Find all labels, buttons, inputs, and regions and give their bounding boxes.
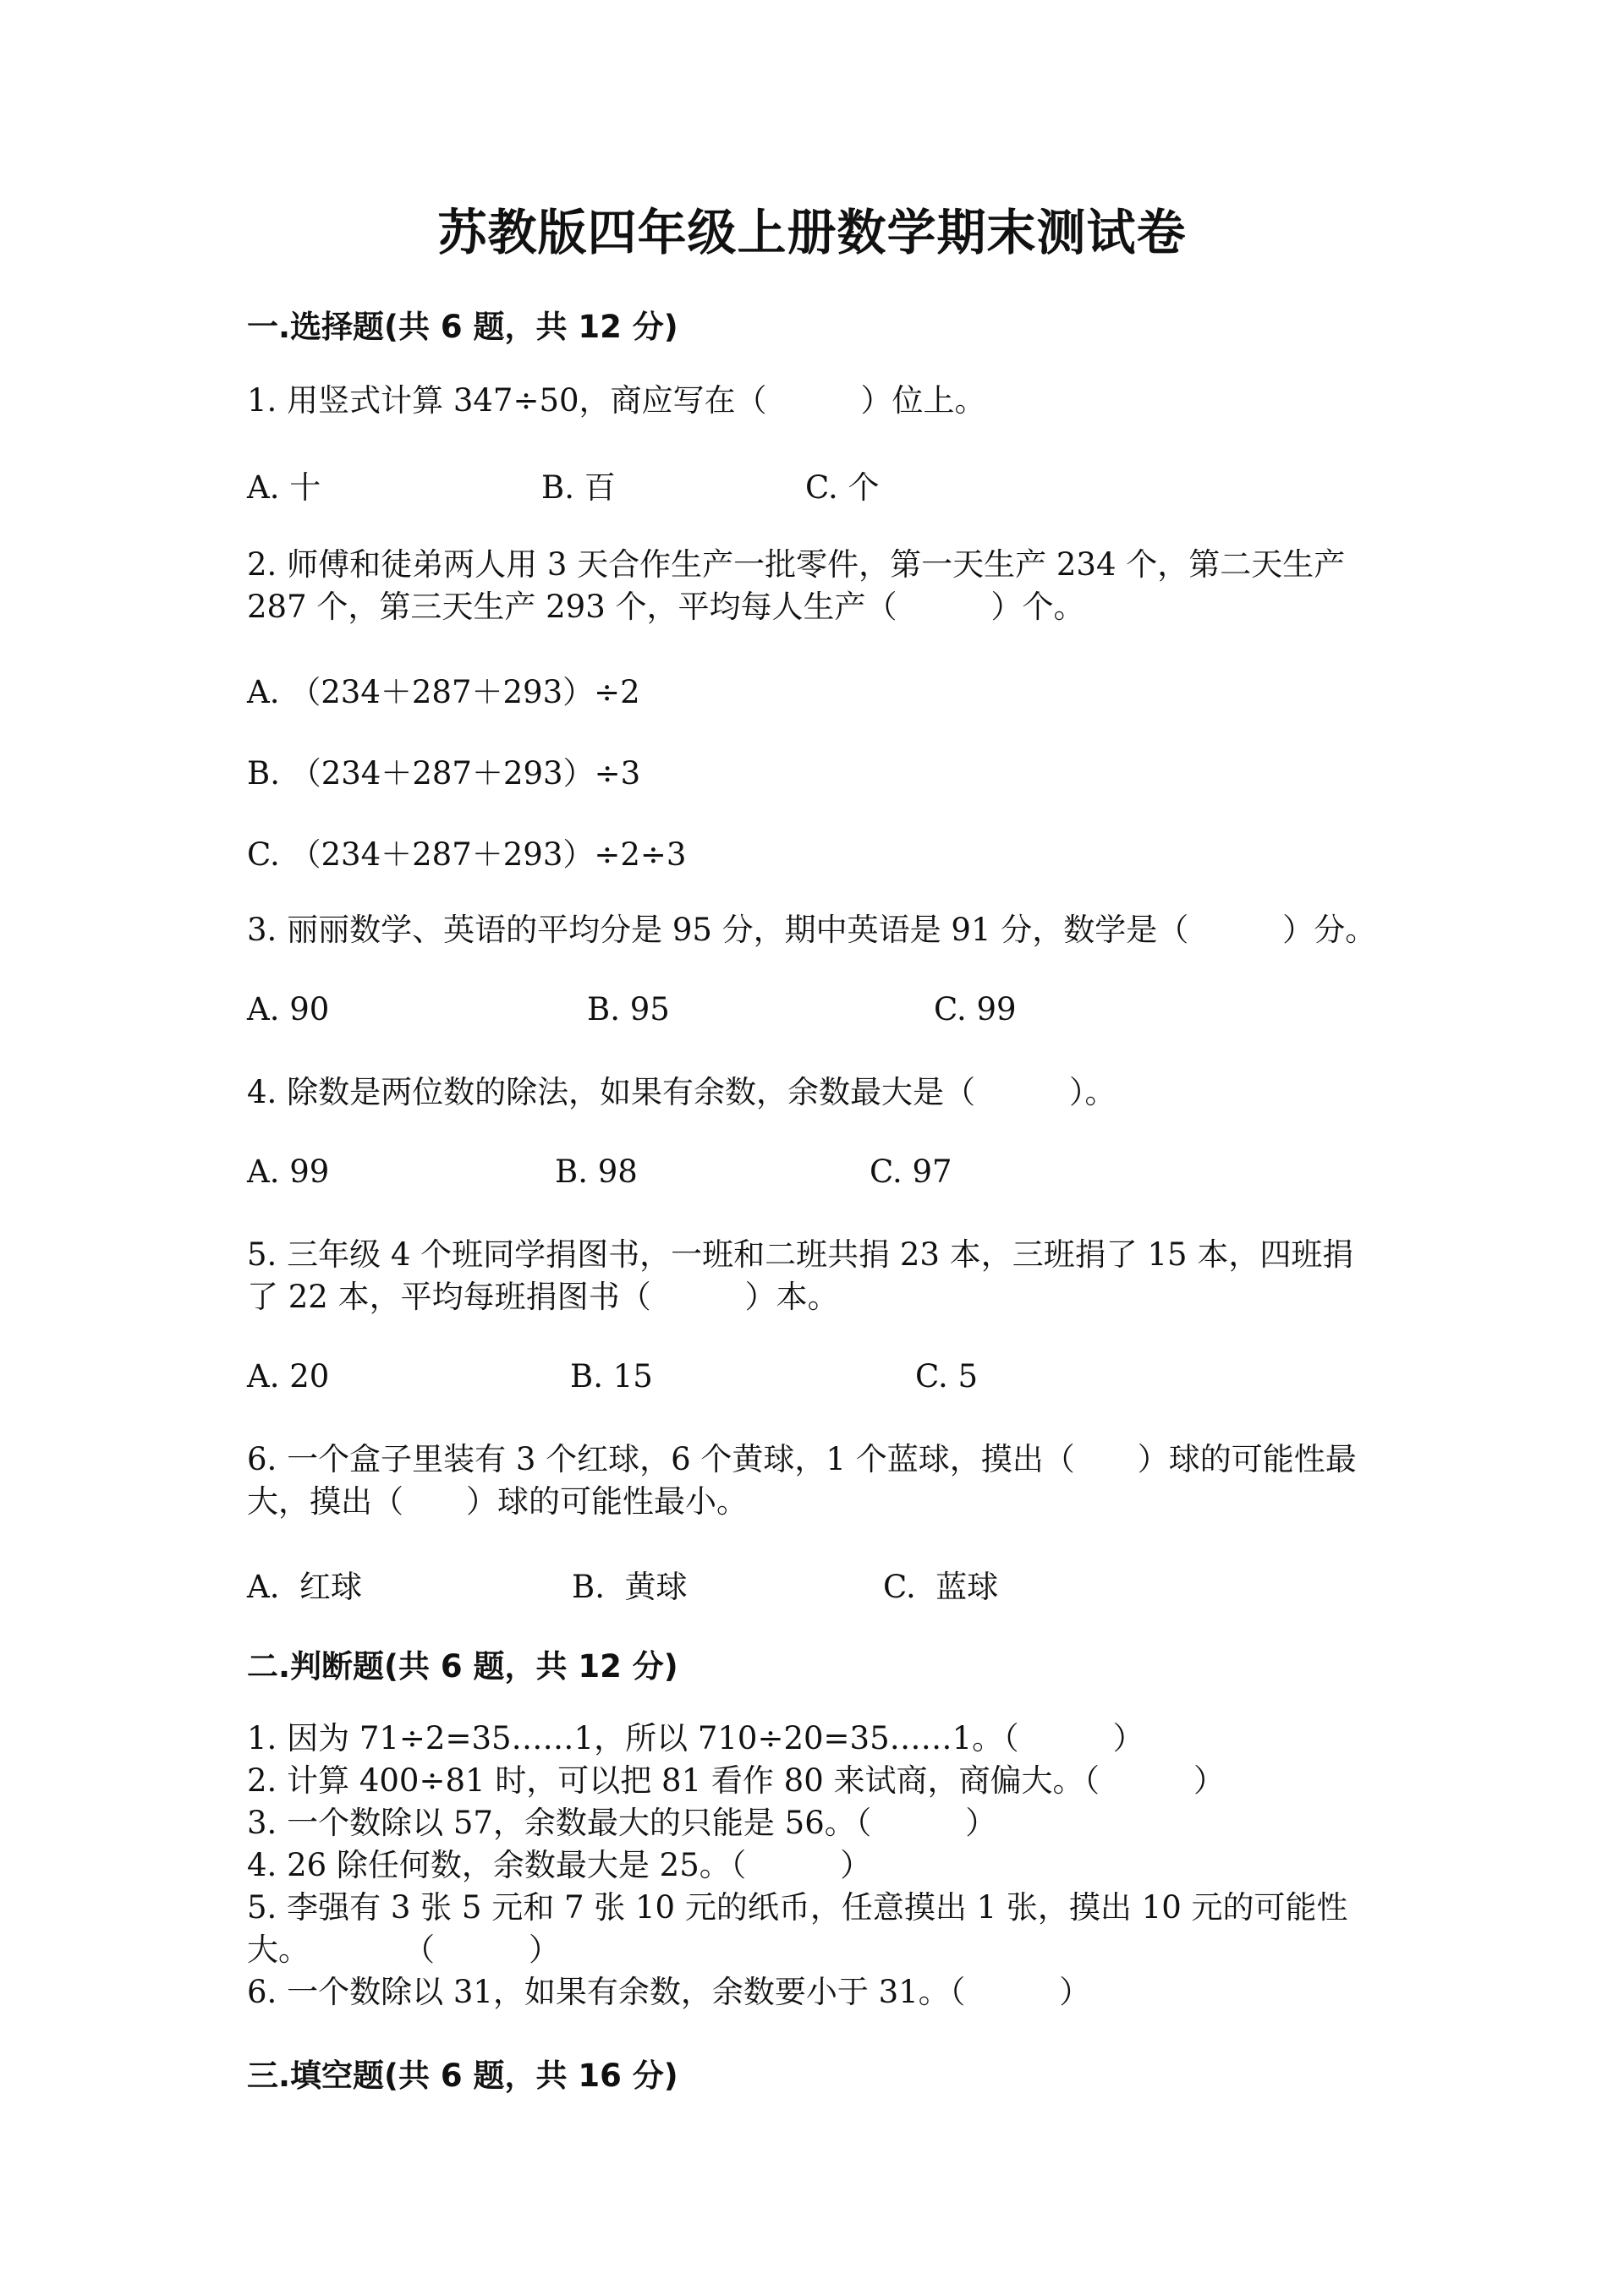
q2-option-b: B. （234＋287＋293）÷3 — [247, 755, 641, 792]
q6-option-a: A. 红球 — [247, 1569, 363, 1605]
q3-option-a: A. 90 — [247, 991, 330, 1027]
judge-item-3: 3. 一个数除以 57，余数最大的只能是 56。（ ） — [247, 1805, 997, 1841]
judge-item-2: 2. 计算 400÷81 时，可以把 81 看作 80 来试商，商偏大。（ ） — [247, 1762, 1225, 1799]
question-1: 1. 用竖式计算 347÷50，商应写在（ ）位上。 — [247, 382, 986, 419]
question-5-line-2: 了 22 本，平均每班捐图书（ ）本。 — [247, 1279, 839, 1315]
q2-option-a: A. （234＋287＋293）÷2 — [247, 674, 640, 710]
question-4: 4. 除数是两位数的除法，如果有余数，余数最大是（ ）。 — [247, 1074, 1116, 1110]
q3-option-b: B. 95 — [587, 991, 670, 1027]
question-2-line-2: 287 个，第三天生产 293 个，平均每人生产（ ）个。 — [247, 589, 1085, 625]
q4-option-b: B. 98 — [555, 1153, 638, 1190]
q5-option-a: A. 20 — [247, 1358, 330, 1395]
q4-option-a: A. 99 — [247, 1153, 330, 1190]
q5-option-b: B. 15 — [570, 1358, 653, 1395]
q3-option-c: C. 99 — [934, 991, 1017, 1027]
judge-item-5-line-2: 大。 （ ） — [247, 1932, 560, 1968]
page-title: 苏教版四年级上册数学期末测试卷 — [437, 204, 1187, 261]
question-6-line-1: 6. 一个盒子里装有 3 个红球，6 个黄球，1 个蓝球，摸出（ ）球的可能性最 — [247, 1441, 1357, 1477]
q6-option-b: B. 黄球 — [572, 1569, 688, 1605]
question-2-line-1: 2. 师傅和徒弟两人用 3 天合作生产一批零件，第一天生产 234 个，第二天生产 — [247, 546, 1346, 583]
section-heading-fill-blank: 三.填空题(共 6 题，共 16 分) — [247, 2058, 678, 2094]
section-heading-true-false: 二.判断题(共 6 题，共 12 分) — [247, 1648, 678, 1685]
q1-option-c: C. 个 — [805, 469, 880, 506]
question-3: 3. 丽丽数学、英语的平均分是 95 分，期中英语是 91 分，数学是（ ）分。 — [247, 912, 1377, 948]
question-6-line-2: 大，摸出（ ）球的可能性最小。 — [247, 1483, 748, 1520]
judge-item-4: 4. 26 除任何数，余数最大是 25。（ ） — [247, 1847, 872, 1883]
section-heading-choice: 一.选择题(共 6 题，共 12 分) — [247, 309, 678, 345]
judge-item-6: 6. 一个数除以 31，如果有余数，余数要小于 31。（ ） — [247, 1974, 1091, 2010]
judge-item-1: 1. 因为 71÷2=35……1，所以 710÷20=35……1。（ ） — [247, 1720, 1144, 1756]
question-5-line-1: 5. 三年级 4 个班同学捐图书，一班和二班共捐 23 本，三班捐了 15 本，四班捐 — [247, 1236, 1354, 1273]
judge-item-5-line-1: 5. 李强有 3 张 5 元和 7 张 10 元的纸币，任意摸出 1 张，摸出 10 元的可能性 — [247, 1889, 1348, 1926]
q6-option-c: C. 蓝球 — [883, 1569, 999, 1605]
q1-option-a: A. 十 — [247, 469, 321, 506]
q5-option-c: C. 5 — [915, 1358, 979, 1395]
q4-option-c: C. 97 — [870, 1153, 952, 1190]
q2-option-c: C. （234＋287＋293）÷2÷3 — [247, 836, 687, 873]
q1-option-b: B. 百 — [541, 469, 616, 506]
